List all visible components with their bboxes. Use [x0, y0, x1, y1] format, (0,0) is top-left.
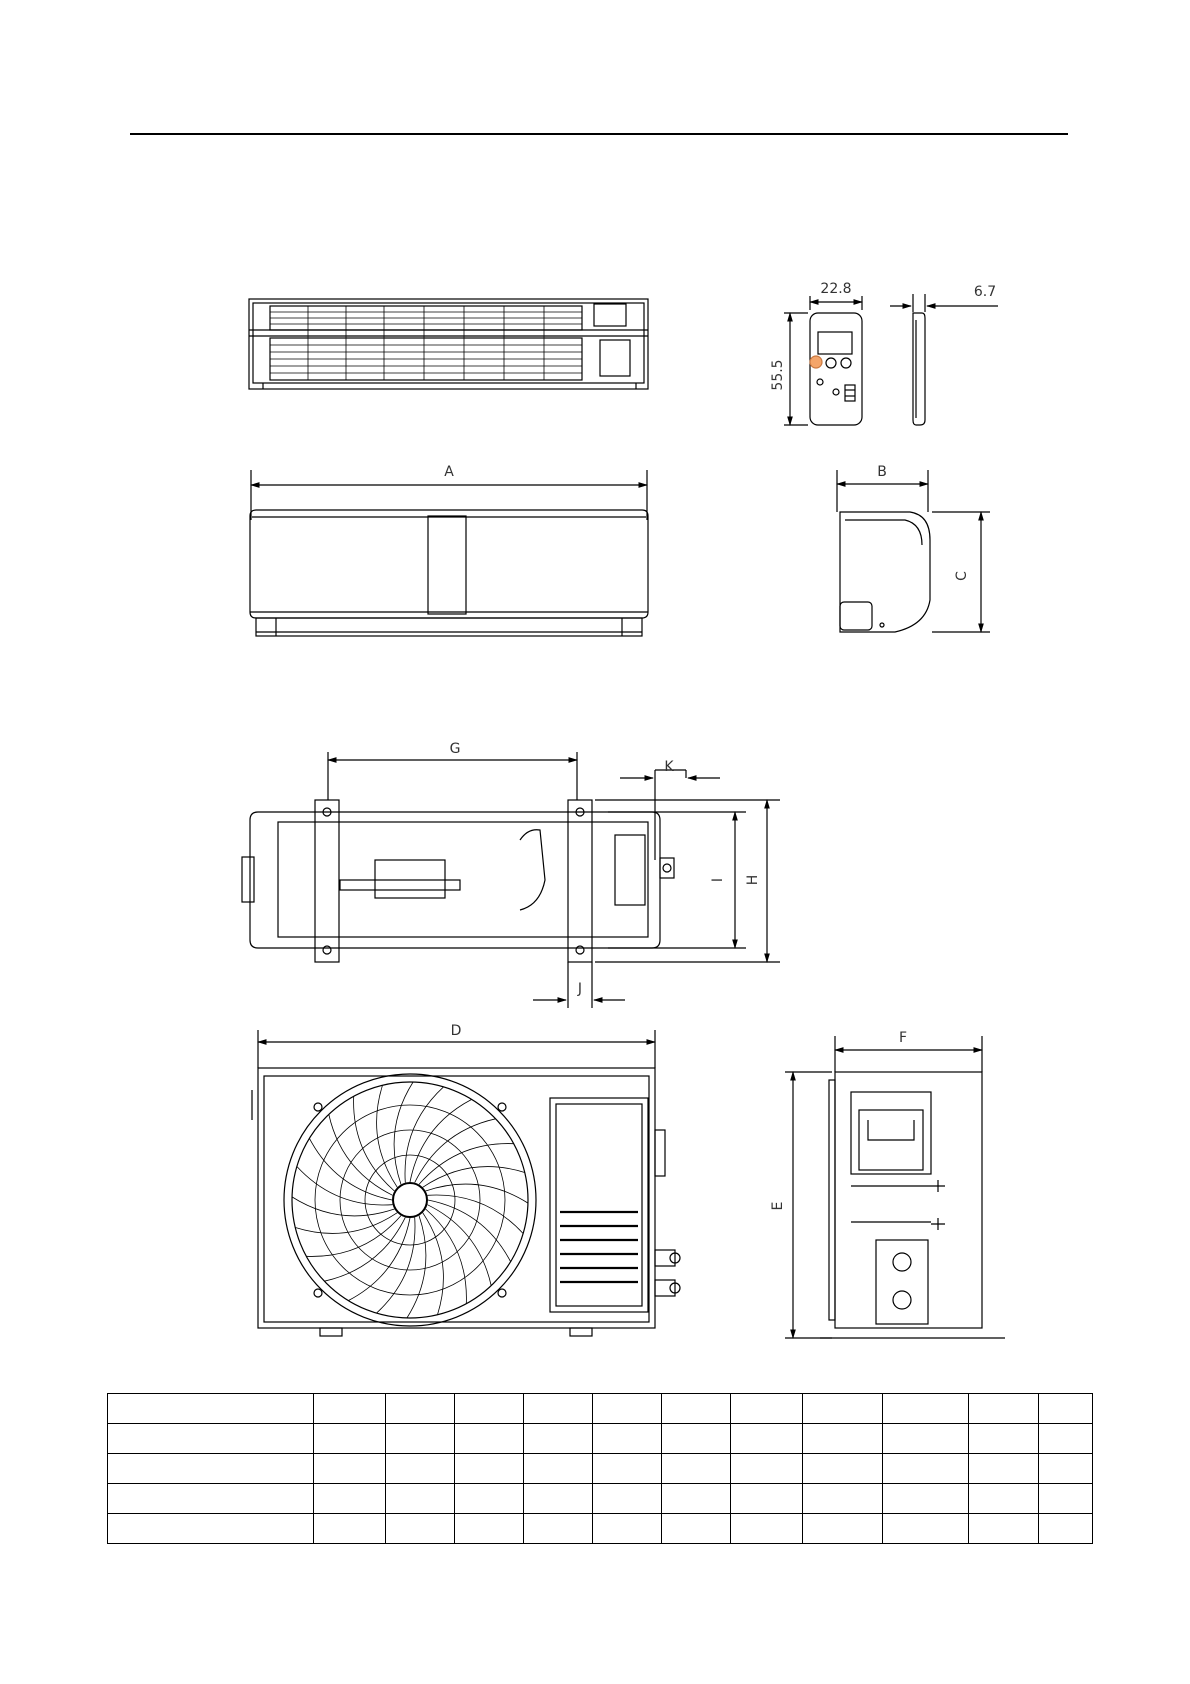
table-cell	[314, 1454, 386, 1484]
table-cell	[593, 1424, 662, 1454]
table-cell	[883, 1514, 969, 1544]
table-cell	[662, 1514, 731, 1544]
table-cell	[662, 1424, 731, 1454]
table-cell	[883, 1454, 969, 1484]
indoor-unit-side-view	[837, 470, 990, 632]
table-cell	[803, 1424, 883, 1454]
fan-spoke	[377, 1217, 416, 1313]
table-cell	[455, 1484, 524, 1514]
table-cell	[593, 1394, 662, 1424]
fan-spoke	[394, 1082, 413, 1184]
table-row	[108, 1424, 1093, 1454]
remote-controller-front	[784, 296, 862, 425]
fan-spoke	[329, 1114, 393, 1195]
outdoor-unit-side-view	[785, 1036, 1005, 1338]
table-cell	[1039, 1454, 1093, 1484]
fan-spoke	[292, 1197, 394, 1216]
outdoor-unit-front-view	[252, 1030, 680, 1336]
fan-spoke	[297, 1167, 393, 1206]
table-cell	[662, 1484, 731, 1514]
table-cell	[593, 1454, 662, 1484]
dimension-label-f: F	[898, 1030, 908, 1046]
table-cell	[803, 1394, 883, 1424]
table-cell	[803, 1484, 883, 1514]
table-cell	[314, 1424, 386, 1454]
table-cell	[803, 1454, 883, 1484]
table-cell	[803, 1514, 883, 1544]
table-cell	[108, 1454, 314, 1484]
table-row	[108, 1454, 1093, 1484]
table-cell	[731, 1394, 803, 1424]
fan-spoke	[354, 1096, 395, 1191]
fan-spoke	[426, 1184, 528, 1203]
table-cell	[969, 1514, 1039, 1544]
table-cell	[731, 1514, 803, 1544]
table-cell	[883, 1484, 969, 1514]
table-row	[108, 1514, 1093, 1544]
dimension-label-a: A	[444, 464, 454, 480]
remote-depth-label: 6.7	[973, 284, 997, 300]
remote-controller-side	[890, 294, 998, 425]
dimension-label-d: D	[450, 1023, 462, 1039]
table-cell	[969, 1454, 1039, 1484]
table-cell	[386, 1484, 455, 1514]
table-cell	[1039, 1424, 1093, 1454]
table-cell	[455, 1394, 524, 1424]
remote-width-label: 22.8	[820, 281, 852, 297]
table-cell	[108, 1424, 314, 1454]
table-cell	[1039, 1484, 1093, 1514]
table-cell	[386, 1394, 455, 1424]
fan-spoke	[427, 1205, 491, 1286]
table-cell	[883, 1394, 969, 1424]
table-cell	[524, 1424, 593, 1454]
fan-spoke	[324, 1217, 405, 1281]
table-cell	[969, 1394, 1039, 1424]
fan-spoke	[415, 1119, 496, 1183]
dimension-label-g: G	[449, 741, 461, 757]
table-cell	[524, 1514, 593, 1544]
dimension-label-h: H	[745, 874, 761, 886]
table-cell	[883, 1424, 969, 1454]
table-cell	[314, 1514, 386, 1544]
dimension-table	[107, 1393, 1093, 1544]
table-cell	[524, 1484, 593, 1514]
table-cell	[969, 1484, 1039, 1514]
fan-spoke	[419, 1144, 514, 1185]
table-cell	[593, 1484, 662, 1514]
table-cell	[731, 1424, 803, 1454]
indoor-unit-front-view	[250, 470, 648, 636]
dimension-label-c: C	[954, 571, 970, 581]
indoor-unit-top-view	[249, 299, 648, 389]
fan-spoke	[427, 1195, 523, 1234]
fan-spoke	[426, 1209, 467, 1304]
dimension-label-k: K	[664, 759, 674, 775]
table-cell	[593, 1514, 662, 1544]
outdoor-unit-top-view	[242, 752, 780, 1008]
table-cell	[455, 1424, 524, 1454]
table-cell	[731, 1484, 803, 1514]
table-row	[108, 1484, 1093, 1514]
table-cell	[455, 1454, 524, 1484]
dimension-label-j: J	[577, 981, 583, 997]
table-cell	[455, 1514, 524, 1544]
table-row	[108, 1394, 1093, 1424]
fan-spoke	[306, 1216, 401, 1257]
table-cell	[1039, 1394, 1093, 1424]
table-cell	[524, 1454, 593, 1484]
table-cell	[731, 1454, 803, 1484]
dimension-label-i: I	[710, 877, 726, 883]
table-cell	[108, 1484, 314, 1514]
table-cell	[108, 1514, 314, 1544]
table-cell	[1039, 1514, 1093, 1544]
table-cell	[524, 1394, 593, 1424]
table-cell	[386, 1424, 455, 1454]
fan-spoke	[405, 1087, 444, 1183]
dimension-label-b: B	[877, 464, 887, 480]
fan-spoke	[407, 1216, 426, 1318]
table-cell	[662, 1454, 731, 1484]
table-cell	[969, 1424, 1039, 1454]
table-cell	[386, 1454, 455, 1484]
table-cell	[314, 1394, 386, 1424]
table-cell	[314, 1484, 386, 1514]
dimension-label-e: E	[770, 1201, 786, 1211]
table-cell	[386, 1514, 455, 1544]
table-cell	[108, 1394, 314, 1424]
remote-height-label: 55.5	[770, 359, 786, 391]
table-cell	[662, 1394, 731, 1424]
